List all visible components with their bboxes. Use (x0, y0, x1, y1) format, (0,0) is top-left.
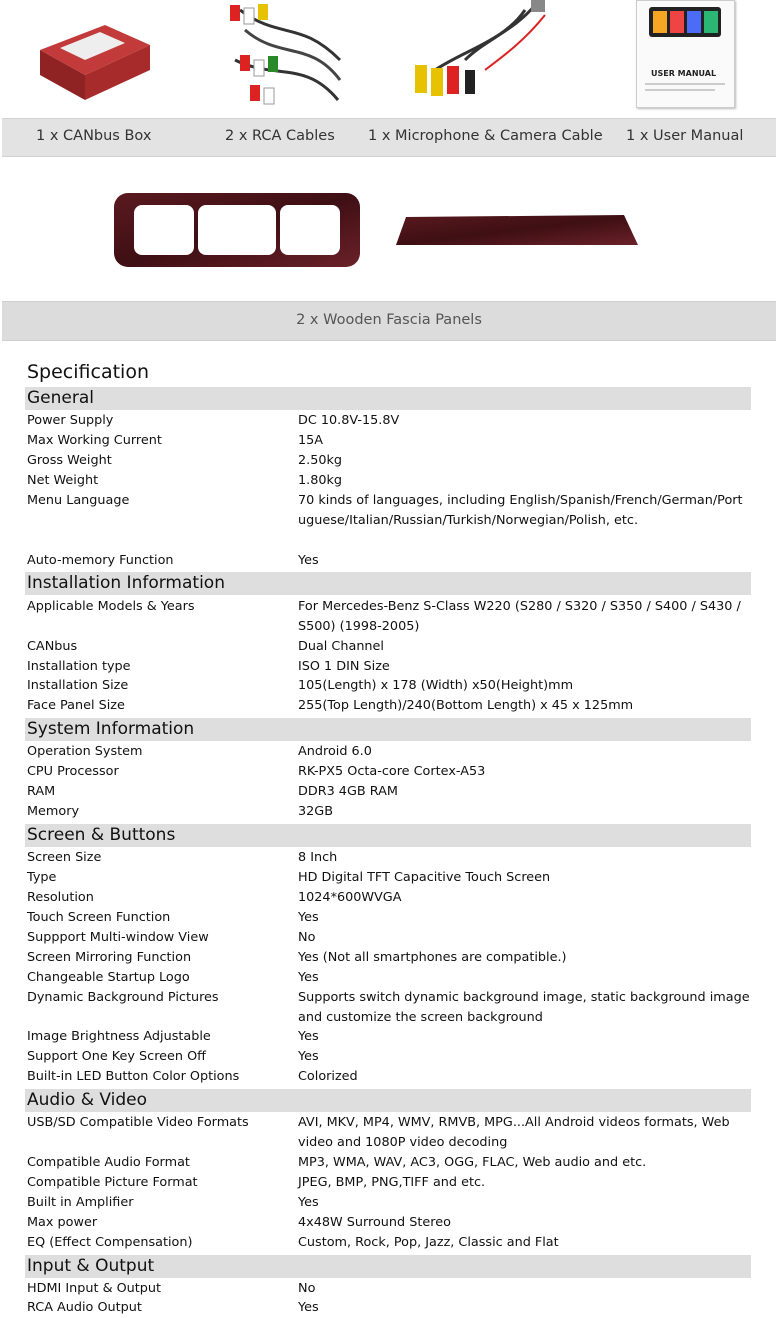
caption-canbus-box: 1 x CANbus Box (36, 128, 152, 144)
section-header-screen-buttons: Screen & Buttons (25, 824, 751, 847)
section-header-general: General (25, 387, 751, 410)
caption-rca-cables: 2 x RCA Cables (225, 128, 335, 144)
section-header-input-output: Input & Output (25, 1255, 751, 1278)
wooden-fascia-frame-image (112, 191, 362, 271)
microphone-camera-cable-image (405, 0, 555, 112)
specification-title: Specification (27, 361, 149, 383)
rca-cables-image (220, 0, 350, 112)
fascia-panel-photo (0, 156, 776, 301)
wooden-fascia-strip-image (392, 211, 642, 251)
accessory-caption-bar (2, 118, 776, 157)
section-header-audio-video: Audio & Video (25, 1089, 751, 1112)
caption-mic-camera-cable: 1 x Microphone & Camera Cable (368, 128, 603, 144)
caption-user-manual: 1 x User Manual (626, 128, 744, 144)
canbus-box-image (30, 10, 155, 105)
section-header-system: System Information (25, 718, 751, 741)
user-manual-image (636, 0, 735, 108)
manual-cover-title: USER MANUAL (651, 69, 717, 78)
accessory-photo-strip (0, 0, 776, 118)
section-header-installation: Installation Information (25, 572, 751, 595)
fascia-caption-bar (2, 301, 776, 341)
caption-wooden-fascia: 2 x Wooden Fascia Panels (296, 312, 482, 328)
